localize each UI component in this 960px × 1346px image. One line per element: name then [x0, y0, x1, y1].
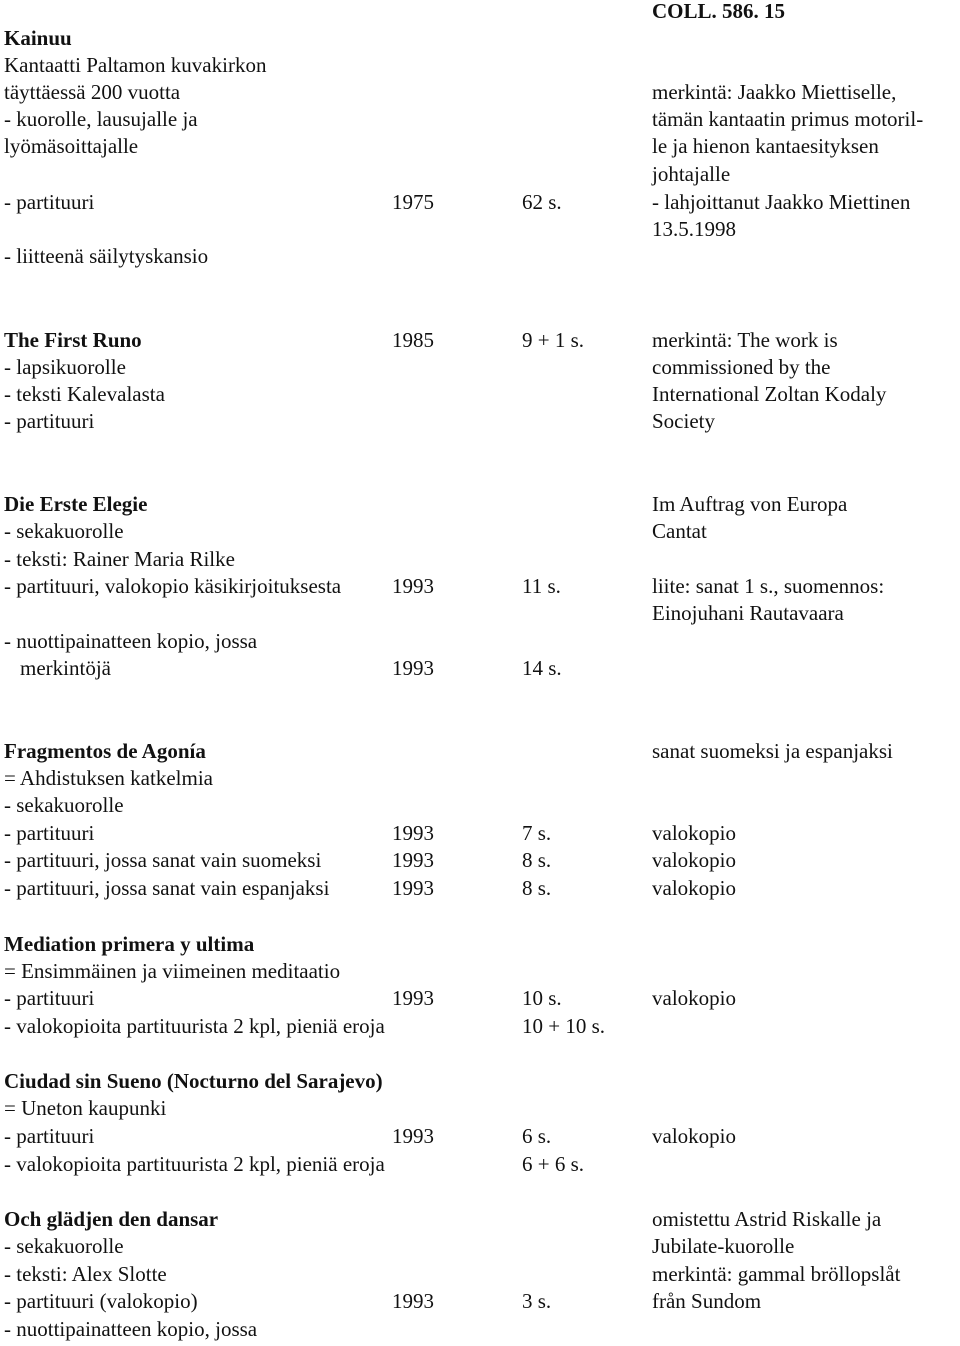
entry-line: - teksti: Alex Slotte	[4, 1262, 167, 1286]
item-year: 1993	[392, 574, 434, 598]
item-label: - partituuri	[4, 190, 95, 214]
entry-title: Die Erste Elegie	[4, 492, 148, 516]
item-pages: 8 s.	[522, 848, 552, 872]
entry-note: merkintä: The work is	[652, 328, 838, 352]
entry-note: le ja hienon kantaesityksen	[652, 134, 879, 158]
entry-note: Cantat	[652, 519, 707, 543]
entry-note: merkintä: Jaakko Miettiselle,	[652, 80, 897, 104]
entry-title: Ciudad sin Sueno (Nocturno del Sarajevo)	[4, 1069, 383, 1093]
entry-line: - kuorolle, lausujalle ja	[4, 107, 198, 131]
entry-line: - sekakuorolle	[4, 1234, 124, 1258]
entry-note: omistettu Astrid Riskalle ja	[652, 1207, 882, 1231]
item-label: - nuottipainatteen kopio, jossa	[4, 1317, 258, 1341]
item-pages: 10 + 10 s.	[522, 1014, 606, 1038]
entry-note: merkintä: gammal bröllopslåt	[652, 1262, 901, 1286]
entry-line: - teksti Kalevalasta	[4, 382, 165, 406]
item-note: valokopio	[652, 986, 736, 1010]
entry-line: = Ensimmäinen ja viimeinen meditaatio	[4, 959, 341, 983]
item-pages: 6 s.	[522, 1124, 552, 1148]
entry-year: 1985	[392, 328, 434, 352]
item-label: - partituuri, valokopio käsikirjoituksesta	[4, 574, 342, 598]
entry-note: Im Auftrag von Europa	[652, 492, 848, 516]
item-note: valokopio	[652, 1124, 736, 1148]
item-label: - liitteenä säilytyskansio	[4, 244, 209, 268]
entry-title: Fragmentos de Agonía	[4, 739, 206, 763]
item-label: - partituuri, jossa sanat vain suomeksi	[4, 848, 322, 872]
entry-note: Einojuhani Rautavaara	[652, 601, 844, 625]
entry-pages: 9 + 1 s.	[522, 328, 585, 352]
item-pages: 10 s.	[522, 986, 562, 1010]
entry-note: johtajalle	[652, 162, 731, 186]
item-pages: 14 s.	[522, 656, 562, 680]
entry-note: liite: sanat 1 s., suomennos:	[652, 574, 885, 598]
entry-line: - teksti: Rainer Maria Rilke	[4, 547, 235, 571]
item-year: 1993	[392, 656, 434, 680]
item-pages: 6 + 6 s.	[522, 1152, 585, 1176]
entry-note: - lahjoittanut Jaakko Miettinen	[652, 190, 911, 214]
item-pages: 8 s.	[522, 876, 552, 900]
item-label: - partituuri, jossa sanat vain espanjaksi	[4, 876, 330, 900]
item-pages: 7 s.	[522, 821, 552, 845]
item-label: - partituuri	[4, 821, 95, 845]
item-pages: 11 s.	[522, 574, 561, 598]
item-label: - valokopioita partituurista 2 kpl, pieniä eroja	[4, 1152, 385, 1176]
entry-note: tämän kantaatin primus motoril-	[652, 107, 924, 131]
item-label: - partituuri	[4, 986, 95, 1010]
entry-line: Kantaatti Paltamon kuvakirkon	[4, 53, 267, 77]
item-label: merkintöjä	[20, 656, 111, 680]
item-note: valokopio	[652, 876, 736, 900]
item-year: 1993	[392, 821, 434, 845]
entry-note: sanat suomeksi ja espanjaksi	[652, 739, 893, 763]
entry-title: Och glädjen den dansar	[4, 1207, 219, 1231]
entry-line: täyttäessä 200 vuotta	[4, 80, 181, 104]
item-year: 1993	[392, 986, 434, 1010]
item-note: valokopio	[652, 821, 736, 845]
item-label: - nuottipainatteen kopio, jossa	[4, 629, 258, 653]
entry-note: 13.5.1998	[652, 217, 736, 241]
entry-note: commissioned by the	[652, 355, 831, 379]
item-note: valokopio	[652, 848, 736, 872]
entry-title: The First Runo	[4, 328, 142, 352]
entry-title: Mediation primera y ultima	[4, 932, 255, 956]
entry-line: - sekakuorolle	[4, 519, 124, 543]
entry-note: International Zoltan Kodaly	[652, 382, 887, 406]
item-label: - partituuri	[4, 1124, 95, 1148]
item-pages: 3 s.	[522, 1289, 552, 1313]
item-year: 1993	[392, 1289, 434, 1313]
item-year: 1975	[392, 190, 434, 214]
entry-note: Jubilate-kuorolle	[652, 1234, 795, 1258]
entry-line: - partituuri	[4, 409, 95, 433]
item-label: - valokopioita partituurista 2 kpl, pieniä eroja	[4, 1014, 385, 1038]
collection-number: COLL. 586. 15	[652, 0, 786, 23]
entry-line: lyömäsoittajalle	[4, 134, 139, 158]
item-year: 1993	[392, 848, 434, 872]
entry-line: - lapsikuorolle	[4, 355, 126, 379]
entry-title: Kainuu	[4, 26, 72, 50]
entry-line: = Uneton kaupunki	[4, 1096, 167, 1120]
item-year: 1993	[392, 1124, 434, 1148]
entry-line: = Ahdistuksen katkelmia	[4, 766, 213, 790]
item-pages: 62 s.	[522, 190, 562, 214]
entry-note: från Sundom	[652, 1289, 762, 1313]
item-year: 1993	[392, 876, 434, 900]
item-label: - partituuri (valokopio)	[4, 1289, 198, 1313]
entry-note: Society	[652, 409, 715, 433]
entry-line: - sekakuorolle	[4, 793, 124, 817]
